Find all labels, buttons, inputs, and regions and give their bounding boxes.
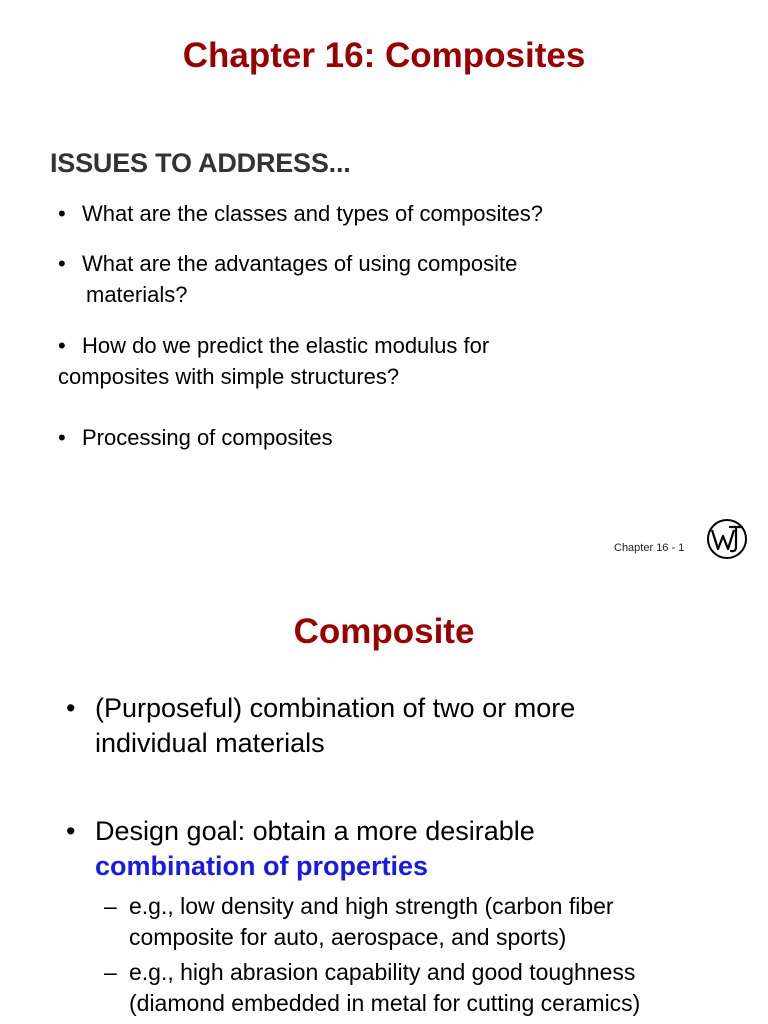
slide-2	[0, 580, 768, 1024]
bullet-text-cont: composites with simple structures?	[58, 364, 400, 389]
issues-heading: ISSUES TO ADDRESS...	[50, 148, 351, 178]
bullet-item	[58, 422, 333, 453]
bullet-text: Design goal: obtain a more desirable	[95, 816, 535, 846]
bullet-text-cont: individual materials	[95, 728, 325, 758]
publisher-logo-icon	[706, 518, 748, 560]
sub-bullet-text: e.g., low density and high strength (carbon fiber	[129, 893, 614, 919]
slide-2-title: Composite	[293, 612, 475, 651]
dash-icon: –	[104, 959, 117, 985]
bullet-icon: •	[58, 333, 66, 358]
bullet-icon: •	[58, 425, 66, 450]
bullet-icon: •	[58, 251, 66, 276]
sub-bullet-item	[104, 957, 640, 1019]
bullet-item	[58, 330, 489, 392]
dash-icon: –	[104, 893, 117, 919]
bullet-text: What are the classes and types of composites?	[82, 201, 544, 226]
bullet-text: (Purposeful) combination of two or more	[95, 693, 576, 723]
bullet-item	[58, 198, 543, 229]
sub-bullet-text: e.g., high abrasion capability and good toughness	[129, 959, 636, 985]
sub-bullet-text-cont: (diamond embedded in metal for cutting ceramics)	[129, 990, 641, 1016]
bullet-icon: •	[66, 816, 76, 846]
slide-footer: Chapter 16 - 1	[614, 542, 685, 554]
bullet-item	[66, 814, 535, 884]
bullet-icon: •	[66, 693, 76, 723]
sub-bullet-item	[104, 891, 614, 953]
slide-1-title: Chapter 16: Composites	[182, 36, 586, 75]
bullet-text-cont: materials?	[86, 282, 188, 307]
bullet-item	[58, 248, 517, 310]
bullet-text: What are the advantages of using composite	[82, 251, 518, 276]
bullet-item	[66, 691, 575, 761]
bullet-text: How do we predict the elastic modulus for	[82, 333, 490, 358]
bullet-text: Processing of composites	[82, 425, 333, 450]
bullet-icon: •	[58, 201, 66, 226]
emphasis-text: combination of properties	[95, 851, 429, 881]
sub-bullet-text-cont: composite for auto, aerospace, and sports)	[129, 924, 567, 950]
